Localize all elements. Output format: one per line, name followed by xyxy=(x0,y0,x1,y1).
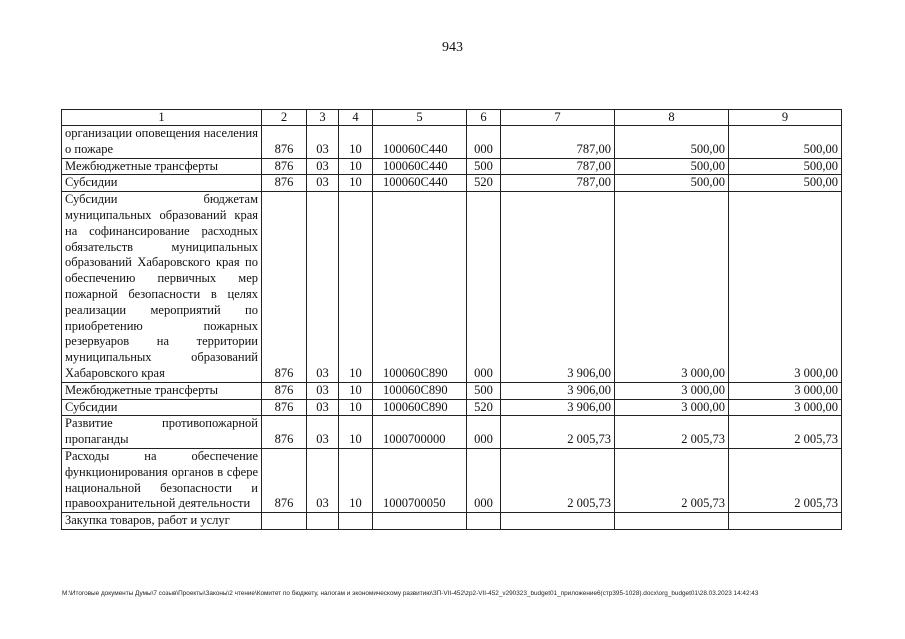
cell-target-article: 100060C890 xyxy=(373,192,467,383)
table-row xyxy=(62,175,842,192)
row-name: Субсидии xyxy=(62,399,262,416)
column-header: 7 xyxy=(501,110,615,126)
cell-amount-8: 3 000,00 xyxy=(615,192,729,383)
budget-table xyxy=(61,109,842,530)
column-header: 1 xyxy=(62,110,262,126)
cell-amount-9: 3 000,00 xyxy=(729,382,842,399)
cell-amount-7: 3 906,00 xyxy=(501,192,615,383)
cell-amount-8: 3 000,00 xyxy=(615,399,729,416)
cell-target-article: 100060C440 xyxy=(373,158,467,175)
cell-amount-7: 2 005,73 xyxy=(501,448,615,512)
column-header: 9 xyxy=(729,110,842,126)
row-name: Расходы на обеспечение функционирования органов в сфере национальной безопасности и правоохранительной деятельности xyxy=(62,448,262,512)
cell-ministry: 876 xyxy=(262,382,307,399)
cell-ministry: 876 xyxy=(262,158,307,175)
cell-section: 03 xyxy=(307,158,339,175)
cell-amount-7: 787,00 xyxy=(501,175,615,192)
cell-amount-9 xyxy=(729,513,842,530)
column-header: 6 xyxy=(467,110,501,126)
cell-amount-9: 500,00 xyxy=(729,126,842,159)
table-row xyxy=(62,416,842,449)
document-path-footer: М:\Итоговые документы Думы\7 созыв\Проекты\Законы\2 чтение\Комитет по бюджету, налогам и экономическому развитию\ЗП-VII-452\zp2-VII-452_v290323_budget01_приложение6(стр395-1028).docx\org_budget01\28.03.2023 14:42:43 xyxy=(62,590,759,597)
cell-amount-8: 500,00 xyxy=(615,158,729,175)
row-name: Субсидии бюджетам муниципальных образований края на софинансирование расходных обязательств муниципальных образований Хабаровского края по обеспечению первичных мер пожарной безопасности в целях реализации мероприятий по приобретению пожарных резервуаров на территории муниципальных образований Хабаровского края xyxy=(62,192,262,383)
table-row xyxy=(62,382,842,399)
cell-subsection: 10 xyxy=(339,448,373,512)
cell-amount-8: 500,00 xyxy=(615,175,729,192)
cell-ministry: 876 xyxy=(262,448,307,512)
cell-section: 03 xyxy=(307,448,339,512)
table-row xyxy=(62,126,842,159)
cell-subsection: 10 xyxy=(339,382,373,399)
cell-amount-9: 2 005,73 xyxy=(729,416,842,449)
cell-target-article: 100060C890 xyxy=(373,382,467,399)
cell-subsection: 10 xyxy=(339,126,373,159)
cell-amount-8: 500,00 xyxy=(615,126,729,159)
cell-subsection: 10 xyxy=(339,399,373,416)
cell-amount-7: 787,00 xyxy=(501,126,615,159)
cell-subsection: 10 xyxy=(339,416,373,449)
cell-expense-type: 500 xyxy=(467,382,501,399)
row-name: Закупка товаров, работ и услуг xyxy=(62,513,262,530)
cell-expense-type: 520 xyxy=(467,175,501,192)
cell-target-article: 100060C440 xyxy=(373,126,467,159)
cell-ministry: 876 xyxy=(262,416,307,449)
row-name: Развитие противопожарной пропаганды xyxy=(62,416,262,449)
cell-expense-type: 000 xyxy=(467,416,501,449)
cell-target-article: 100060C890 xyxy=(373,399,467,416)
cell-expense-type xyxy=(467,513,501,530)
table-row xyxy=(62,158,842,175)
cell-amount-9: 3 000,00 xyxy=(729,399,842,416)
cell-section: 03 xyxy=(307,175,339,192)
cell-subsection xyxy=(339,513,373,530)
cell-section xyxy=(307,513,339,530)
cell-section: 03 xyxy=(307,126,339,159)
cell-subsection: 10 xyxy=(339,192,373,383)
cell-amount-9: 500,00 xyxy=(729,158,842,175)
cell-ministry: 876 xyxy=(262,126,307,159)
cell-target-article: 1000700000 xyxy=(373,416,467,449)
table-row xyxy=(62,448,842,512)
row-name: организации оповещения населения о пожаре xyxy=(62,126,262,159)
cell-expense-type: 000 xyxy=(467,126,501,159)
cell-amount-9: 3 000,00 xyxy=(729,192,842,383)
cell-amount-7: 3 906,00 xyxy=(501,382,615,399)
cell-target-article: 100060C440 xyxy=(373,175,467,192)
cell-section: 03 xyxy=(307,192,339,383)
cell-section: 03 xyxy=(307,399,339,416)
page-number: 943 xyxy=(442,40,463,55)
cell-expense-type: 000 xyxy=(467,448,501,512)
cell-amount-8: 3 000,00 xyxy=(615,382,729,399)
table-row xyxy=(62,192,842,383)
cell-expense-type: 520 xyxy=(467,399,501,416)
cell-section: 03 xyxy=(307,416,339,449)
table-row xyxy=(62,399,842,416)
cell-ministry xyxy=(262,513,307,530)
table-row xyxy=(62,513,842,530)
row-name: Межбюджетные трансферты xyxy=(62,158,262,175)
cell-amount-7: 2 005,73 xyxy=(501,416,615,449)
table-header-row xyxy=(62,110,842,126)
column-header: 4 xyxy=(339,110,373,126)
cell-section: 03 xyxy=(307,382,339,399)
cell-amount-8 xyxy=(615,513,729,530)
cell-ministry: 876 xyxy=(262,192,307,383)
column-header: 2 xyxy=(262,110,307,126)
cell-subsection: 10 xyxy=(339,158,373,175)
cell-ministry: 876 xyxy=(262,399,307,416)
column-header: 8 xyxy=(615,110,729,126)
cell-target-article: 1000700050 xyxy=(373,448,467,512)
row-name: Межбюджетные трансферты xyxy=(62,382,262,399)
row-name: Субсидии xyxy=(62,175,262,192)
cell-subsection: 10 xyxy=(339,175,373,192)
cell-expense-type: 500 xyxy=(467,158,501,175)
cell-amount-8: 2 005,73 xyxy=(615,448,729,512)
cell-amount-7 xyxy=(501,513,615,530)
column-header: 3 xyxy=(307,110,339,126)
cell-amount-7: 787,00 xyxy=(501,158,615,175)
cell-target-article xyxy=(373,513,467,530)
column-header: 5 xyxy=(373,110,467,126)
cell-expense-type: 000 xyxy=(467,192,501,383)
cell-amount-9: 2 005,73 xyxy=(729,448,842,512)
cell-ministry: 876 xyxy=(262,175,307,192)
cell-amount-7: 3 906,00 xyxy=(501,399,615,416)
cell-amount-8: 2 005,73 xyxy=(615,416,729,449)
cell-amount-9: 500,00 xyxy=(729,175,842,192)
